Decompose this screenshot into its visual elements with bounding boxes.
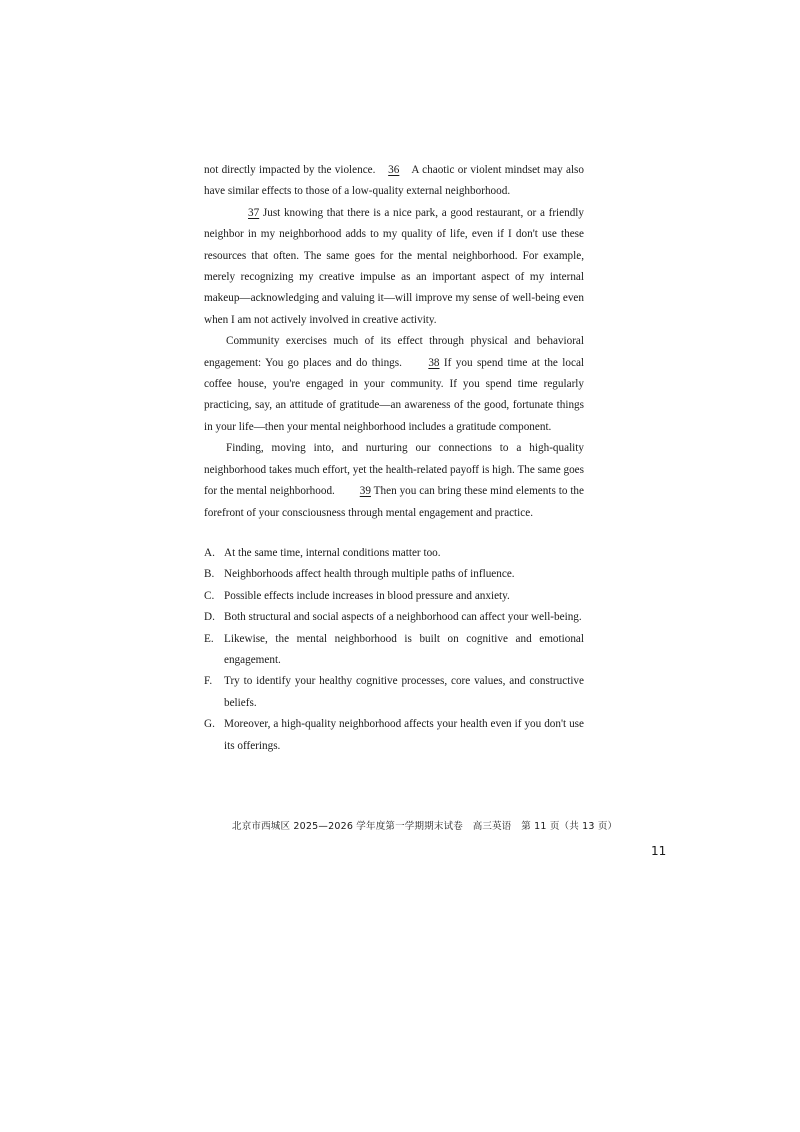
- paragraph-3-text-a: Community exercises much of its effect through physical and behavioral engagement: You go places and do things.: [204, 335, 584, 369]
- option-text: Both structural and social aspects of a neighborhood can affect your well-being.: [224, 611, 582, 624]
- option-letter: E.: [204, 632, 214, 645]
- paragraph-4: [204, 438, 584, 524]
- paragraph-3-text-b: If you spend time at the local coffee house, you're engaged in your community. If you spend time regularly practicing, say, an attitude of gratitude—an awareness of the good, fortunate things in your life—then your mental neighborhood includes a gratitude component.: [204, 356, 585, 433]
- blank-37: 37: [248, 206, 260, 219]
- option-text: Likewise, the mental neighborhood is built on cognitive and emotional engagement.: [224, 632, 584, 667]
- paragraph-1-text-a: not directly impacted by the violence.: [204, 164, 376, 176]
- option-text: Moreover, a high-quality neighborhood affects your health even if you don't use its offerings.: [224, 718, 584, 752]
- paragraph-1-text-b: A chaotic or violent mindset may also have similar effects to those of a low-quality external neighborhood.: [204, 164, 584, 198]
- option-text: Try to identify your healthy cognitive processes, core values, and constructive beliefs.: [224, 675, 584, 709]
- option-c: [204, 586, 584, 607]
- option-letter: C.: [204, 589, 215, 602]
- paragraph-2: [204, 203, 584, 331]
- paragraph-2-text: Just knowing that there is a nice park, a good restaurant, or a friendly neighbor in my neighborhood adds to my quality of life, even if I don't use these resources that often. The same goes for the mental neighborhood. For example, merely recognizing my creative impulse as an important aspect of my internal makeup—acknowledging and valuing it—will improve my sense of well-being even when I am not actively involved in creative activity.: [204, 206, 585, 326]
- answer-options: [204, 543, 584, 757]
- option-text: Neighborhoods affect health through multiple paths of influence.: [224, 568, 515, 581]
- option-letter: G.: [204, 718, 215, 731]
- page-number: 11: [651, 844, 667, 858]
- option-letter: F.: [204, 675, 213, 688]
- blank-39: 39: [359, 485, 371, 498]
- option-text: Possible effects include increases in blood pressure and anxiety.: [224, 589, 510, 602]
- paragraph-4-text-b: Then you can bring these mind elements to the forefront of your consciousness through mental engagement and practice.: [204, 485, 584, 519]
- page-footer: 北京市西城区 2025—2026 学年度第一学期期末试卷 高三英语 第 11 页（共 13 页）: [232, 821, 618, 832]
- option-e: [204, 629, 584, 672]
- option-f: [204, 671, 584, 714]
- paragraph-4-text-a: Finding, moving into, and nurturing our connections to a high-quality neighborhood takes much effort, yet the health-related payoff is high. The same goes for the mental neighborhood.: [204, 442, 584, 498]
- option-g: [204, 714, 584, 757]
- blank-38: 38: [428, 356, 440, 369]
- option-letter: A.: [204, 547, 215, 559]
- option-b: [204, 564, 584, 585]
- option-d: [204, 607, 584, 628]
- option-text: At the same time, internal conditions matter too.: [224, 547, 441, 559]
- blank-36: 36: [388, 164, 400, 176]
- paragraph-3: [204, 331, 584, 438]
- option-letter: D.: [204, 611, 215, 624]
- reading-passage: [204, 160, 584, 524]
- paragraph-1: [204, 160, 584, 203]
- option-letter: B.: [204, 568, 215, 581]
- option-a: [204, 543, 584, 564]
